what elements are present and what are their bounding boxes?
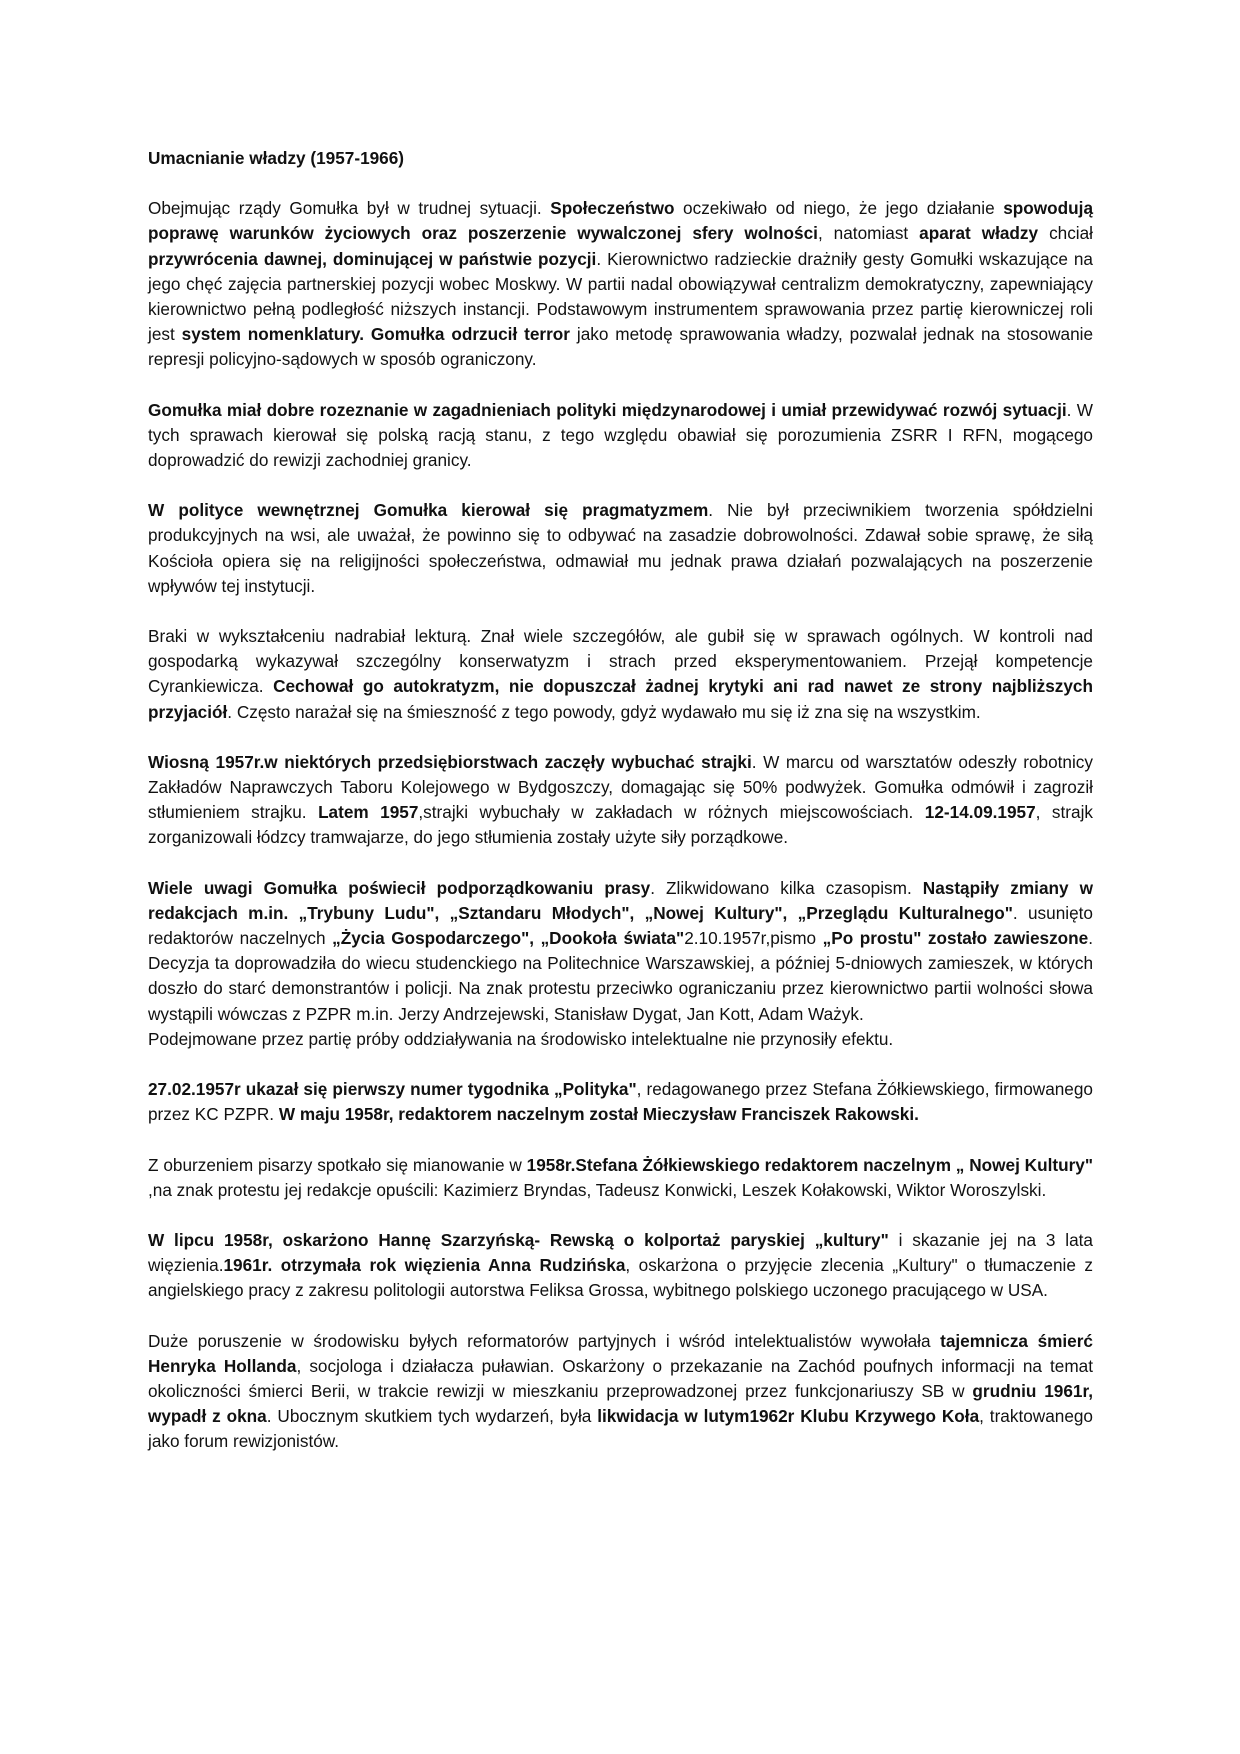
- text-run: Braki w wykształceniu nadrabiał lekturą. Znał wiele szczegółów, ale gubił się w sprawach ogólnych. W kontroli nad gospodarką wykazywał szczególny konserwatyzm i strach przed eksperymentowaniem. Przejął kompetencje Cyrankiewicza.: [148, 626, 1093, 697]
- bold-text-run: Gomułka miał dobre rozeznanie w zagadnieniach polityki międzynarodowej i umiał przewidywać rozwój sytuacji: [148, 399, 1067, 420]
- text-run: Z oburzeniem pisarzy spotkało się mianowanie w: [148, 1154, 527, 1175]
- bold-text-run: Latem 1957: [318, 802, 419, 823]
- bold-text-run: Wiele uwagi Gomułka poświecił podporządkowaniu prasy: [148, 877, 651, 898]
- text-run: . W marcu od warsztatów odeszły robotnicy Zakładów Naprawczych Taboru Kolejowego w Bydgoszczy, domagając się 50% podwyżek. Gomułka odmówił i zagroził stłumieniem strajku.: [148, 751, 1093, 823]
- paragraph-5: [148, 750, 1093, 851]
- text-run: . Zlikwidowano kilka czasopism.: [650, 877, 923, 898]
- text-run: . W tych sprawach kierował się polską racją stanu, z tego względu obawiał się porozumienia ZSRR I RFN, mogącego doprowadzić do rewizji zachodniej granicy.: [148, 399, 1093, 471]
- bold-text-run: „Życia Gospodarczego", „Dookoła świata": [332, 928, 685, 949]
- text-run: . Decyzja ta doprowadziła do wiecu studenckiego na Politechnice Warszawskiej, a później 5-dniowych zamieszek, w których doszło do starć demonstrantów i policji. Na znak protestu przeciwko ograniczaniu przez kierownictwo partii wolności słowa wystąpili wówczas z PZPR m.in. Jerzy Andrzejewski, Stanisław Dygat, Jan Kott, Adam Ważyk.: [148, 928, 1094, 1024]
- text-run: , traktowanego jako forum rewizjonistów.: [148, 1406, 1093, 1452]
- text-run: . Ubocznym skutkiem tych wydarzeń, była: [266, 1406, 598, 1427]
- text-run: . Nie był przeciwnikiem tworzenia spółdzielni produkcyjnych na wsi, ale uważał, że powinno się to odbywać na zasadzie dobrowolności. Zdawał sobie sprawę, że siłą Kościoła opiera się na religijności społeczeństwa, odmawiał mu jednak prawa działań pozwalających na poszerzenie wpływów tej instytucji.: [148, 500, 1094, 596]
- bold-text-run: W maju 1958r, redaktorem naczelnym został Mieczysław Franciszek Rakowski.: [278, 1104, 919, 1125]
- text-run: jako metodę sprawowania władzy, pozwalał jednak na stosowanie represji policyjno-sądowych w sposób ograniczony.: [148, 324, 1094, 370]
- bold-text-run: Gomułka odrzucił terror: [370, 324, 570, 345]
- text-run: Obejmując rządy Gomułka był w trudnej sytuacji.: [148, 198, 551, 219]
- text-run: , strajk zorganizowali łódzcy tramwajarze, do jego stłumienia zostały użyte siły porządkowe.: [148, 802, 1093, 848]
- bold-text-run: przywrócenia dawnej, dominującej w państwie pozycji: [148, 248, 597, 269]
- bold-text-run: tajemnicza śmierć Henryka Hollanda: [148, 1330, 1093, 1376]
- text-run: , socjologa i działacza puławian. Oskarżony o przekazanie na Zachód poufnych informacji na temat okoliczności śmierci Berii, w trakcie rewizji w mieszkaniu przeprowadzonej przez funkcjonariuszy SB w: [148, 1355, 1094, 1401]
- document-title: Umacnianie władzy (1957-1966): [148, 148, 405, 168]
- bold-text-run: 1961r. otrzymała rok więzienia Anna Rudzińska: [223, 1255, 626, 1276]
- text-run: i skazanie jej na 3 lata więzienia.: [148, 1229, 1093, 1276]
- text-run: , oskarżona o przyjęcie zlecenia „Kultury" o tłumaczenie z angielskiego pracy z zakresu politologii autorstwa Feliksa Grossa, wybitnego polskiego uczonego pracującego w USA.: [148, 1255, 1093, 1301]
- bold-text-run: Cechował go autokratyzm, nie dopuszczał żadnej krytyki ani rad nawet ze strony najbliższych przyjaciół: [148, 676, 1093, 722]
- paragraph-4: [148, 624, 1093, 725]
- text-run: Duże poruszenie w środowisku byłych reformatorów partyjnych i wśród intelektualistów wywołała: [148, 1330, 941, 1351]
- document-page: [148, 146, 1093, 1480]
- paragraph-7: [148, 1027, 1093, 1052]
- paragraph-10: [148, 1228, 1093, 1304]
- bold-text-run: W lipcu 1958r, oskarżono Hannę Szarzyńską- Rewską o kolportaż paryskiej „kultury": [148, 1229, 889, 1250]
- text-run: [364, 324, 371, 344]
- text-run: , redagowanego przez Stefana Żółkiewskiego, firmowanego przez KC PZPR.: [148, 1079, 1093, 1125]
- bold-text-run: „Po prostu" zostało zawieszone: [822, 928, 1089, 949]
- paragraph-1: [148, 196, 1093, 372]
- bold-text-run: system nomenklatury.: [181, 324, 364, 345]
- paragraph-3: [148, 498, 1093, 599]
- paragraph-9: [148, 1153, 1093, 1203]
- bold-text-run: W polityce wewnętrznej Gomułka kierował się pragmatyzmem: [148, 500, 709, 521]
- text-run: ,strajki wybuchały w zakładach w różnych miejscowościach.: [418, 802, 925, 823]
- bold-text-run: Społeczeństwo: [550, 198, 675, 219]
- bold-text-run: Nastąpiły zmiany w redakcjach m.in. „Trybuny Ludu", „Sztandaru Młodych", „Nowej Kultury", „Przeglądu Kulturalnego": [148, 877, 1094, 923]
- paragraph-2: [148, 398, 1093, 474]
- bold-text-run: likwidacja w lutym1962r Klubu Krzywego Koła: [597, 1406, 980, 1427]
- text-run: . usunięto redaktorów naczelnych: [148, 902, 1093, 949]
- bold-text-run: spowodują poprawę warunków życiowych oraz poszerzenie wywalczonej sfery wolności: [148, 198, 1094, 244]
- text-run: chciał: [1038, 223, 1094, 244]
- bold-text-run: aparat władzy: [919, 223, 1039, 244]
- bold-text-run: 1958r.Stefana Żółkiewskiego redaktorem naczelnym „ Nowej Kultury": [526, 1154, 1093, 1175]
- paragraph-6: [148, 876, 1093, 1027]
- text-run: ,na znak protestu jej redakcje opuścili: Kazimierz Bryndas, Tadeusz Konwicki, Leszek Kołakowski, Wiktor Woroszylski.: [148, 1179, 1047, 1200]
- text-run: Podejmowane przez partię próby oddziaływania na środowisko intelektualne nie przynosiły efektu.: [148, 1028, 894, 1049]
- text-run: . Często narażał się na śmieszność z tego powody, gdyż wydawało mu się iż zna się na wszystkim.: [227, 701, 981, 722]
- bold-text-run: Wiosną 1957r.w niektórych przedsiębiorstwach zaczęły wybuchać strajki: [148, 751, 752, 772]
- paragraph-8: [148, 1077, 1093, 1127]
- document-body: [148, 196, 1093, 1454]
- bold-text-run: grudniu 1961r, wypadł z okna: [148, 1380, 1093, 1427]
- bold-text-run: 12-14.09.1957: [924, 802, 1036, 823]
- bold-text-run: 27.02.1957r ukazał się pierwszy numer tygodnika „Polityka": [148, 1079, 637, 1100]
- text-run: , natomiast: [817, 223, 920, 244]
- text-run: . Kierownictwo radzieckie drażniły gesty Gomułki wskazujące na jego chęć zajęcia partnerskiej pozycji wobec Moskwy. W partii nadal obowiązywał centralizm demokratyczny, zapewniający kierownictwo pełną podległość niższych instancji. Podstawowym instrumentem sprawowania przez partię kierowniczej roli jest: [148, 248, 1093, 345]
- text-run: 2.10.1957r,pismo: [684, 928, 823, 949]
- paragraph-11: [148, 1329, 1093, 1455]
- text-run: oczekiwało od niego, że jego działanie: [674, 198, 1004, 219]
